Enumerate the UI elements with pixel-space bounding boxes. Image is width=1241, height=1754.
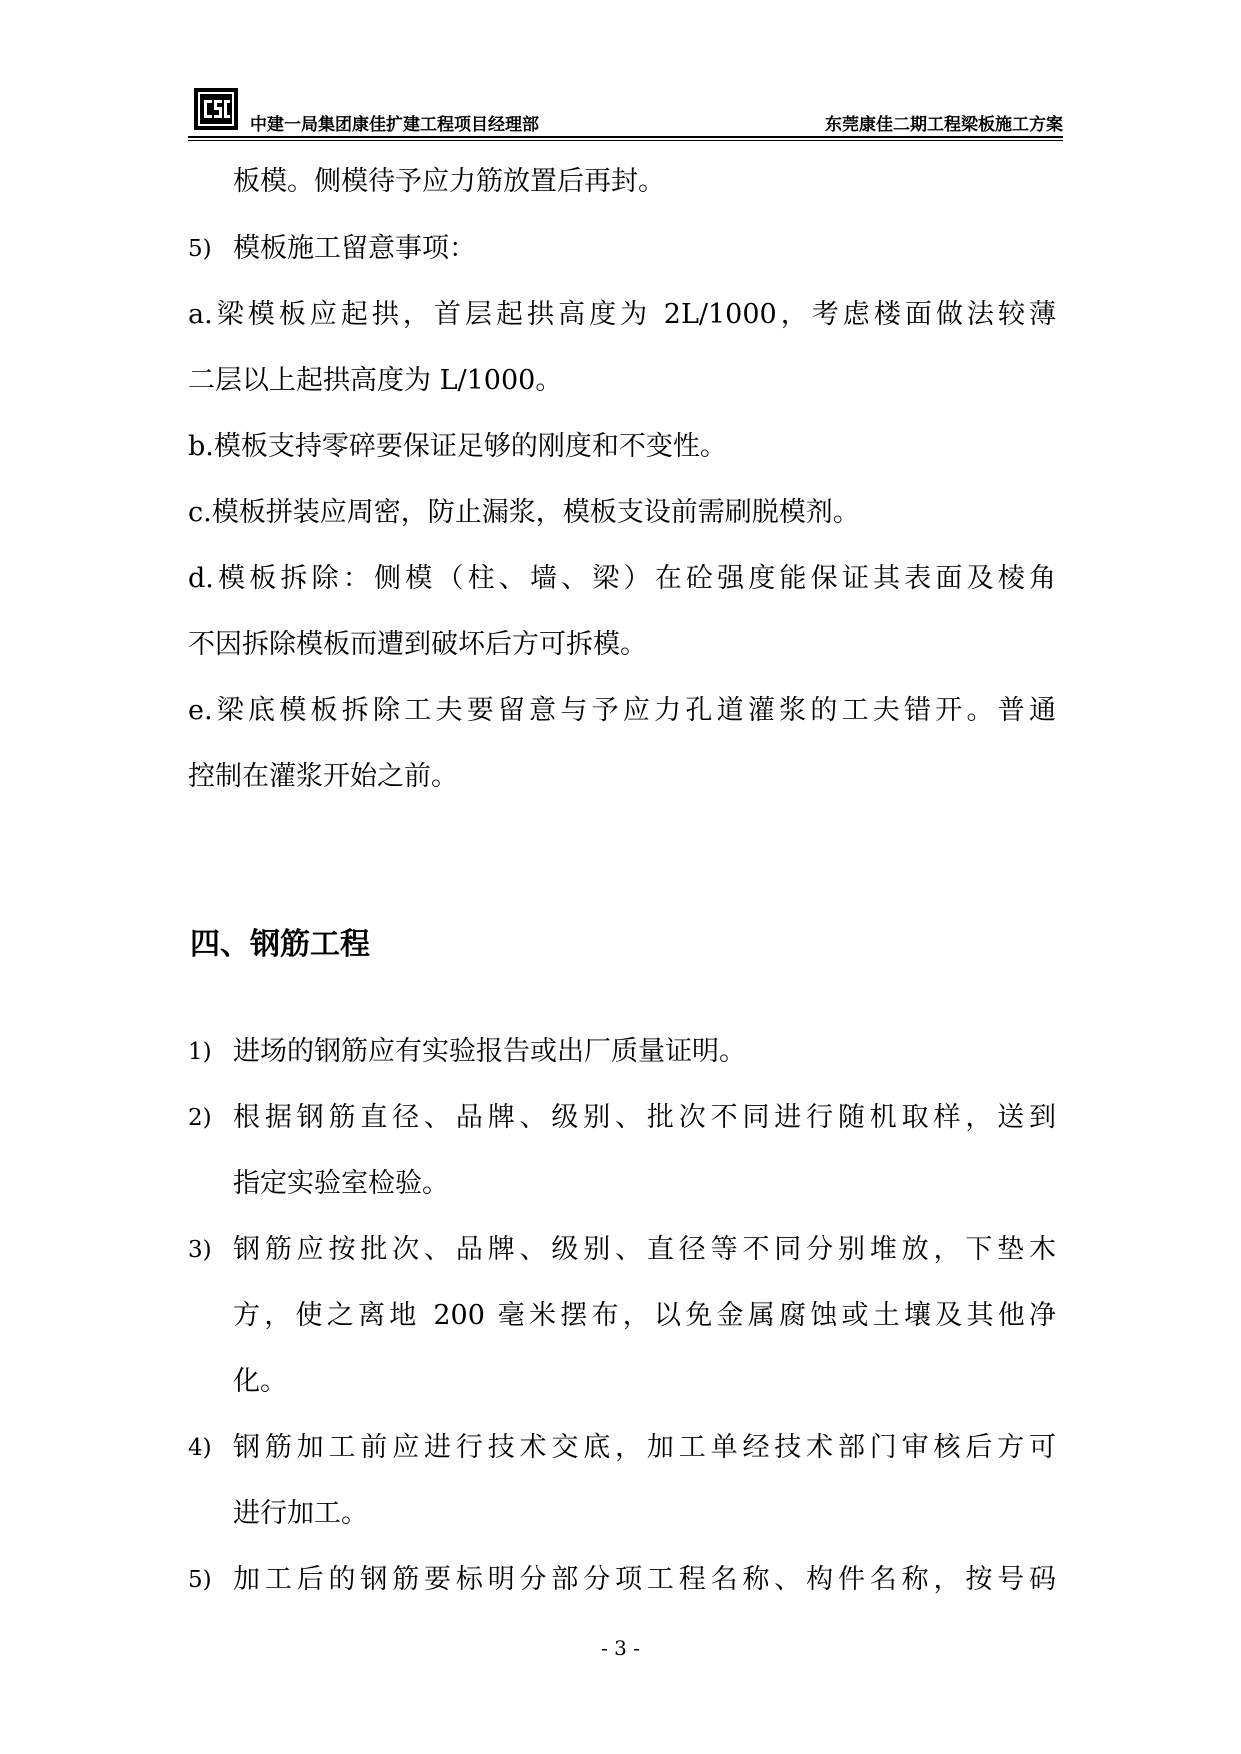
list-number: 2) xyxy=(188,1105,212,1131)
list-item-continuation: 进行加工。 xyxy=(233,1498,368,1529)
paragraph-line: 板模。侧模待予应力筋放置后再封。 xyxy=(233,166,665,197)
section-heading: 四、钢筋工程 xyxy=(190,927,370,962)
cscec-logo-icon xyxy=(194,88,238,130)
list-item-continuation: 指定实验室检验。 xyxy=(233,1168,449,1199)
list-item-continuation: 方，使之离地 200 毫米摆布，以免金属腐蚀或土壤及其他净 xyxy=(233,1300,1056,1331)
paragraph-line: a.梁模板应起拱，首层起拱高度为 2L/1000，考虑楼面做法较薄 xyxy=(188,299,1056,330)
paragraph-line: c.模板拼装应周密，防止漏浆，模板支设前需刷脱模剂。 xyxy=(188,497,860,528)
page-header xyxy=(188,82,1063,136)
list-number: 4) xyxy=(188,1435,212,1461)
list-item: 加工后的钢筋要标明分部分项工程名称、构件名称，按号码 xyxy=(233,1564,1056,1595)
paragraph-line: e.梁底模板拆除工夫要留意与予应力孔道灌浆的工夫错开。普通 xyxy=(188,695,1056,726)
paragraph-line: d.模板拆除：侧模（柱、墙、梁）在砼强度能保证其表面及棱角 xyxy=(188,563,1056,594)
list-item: 模板施工留意事项： xyxy=(233,233,476,264)
header-rule xyxy=(188,136,1063,138)
header-organization: 中建一局集团康佳扩建工程项目经理部 xyxy=(250,115,539,135)
list-number: 1) xyxy=(188,1039,212,1065)
list-number: 5) xyxy=(188,1567,212,1593)
list-item: 进场的钢筋应有实验报告或出厂质量证明。 xyxy=(233,1036,746,1067)
list-number: 5) xyxy=(188,236,212,262)
list-item: 根据钢筋直径、品牌、级别、批次不同进行随机取样，送到 xyxy=(233,1102,1056,1133)
list-item: 钢筋加工前应进行技术交底，加工单经技术部门审核后方可 xyxy=(233,1432,1056,1463)
list-number: 3) xyxy=(188,1237,212,1263)
paragraph-line: 不因拆除模板而遭到破坏后方可拆模。 xyxy=(188,629,647,660)
list-item: 钢筋应按批次、品牌、级别、直径等不同分别堆放，下垫木 xyxy=(233,1234,1056,1265)
header-rule-thin xyxy=(188,140,1063,141)
page-number: - 3 - xyxy=(601,1636,640,1660)
list-item-continuation: 化。 xyxy=(233,1366,287,1397)
header-document-title: 东莞康佳二期工程梁板施工方案 xyxy=(825,115,1063,135)
paragraph-line: b.模板支持零碎要保证足够的刚度和不变性。 xyxy=(188,431,727,462)
paragraph-line: 二层以上起拱高度为 L/1000。 xyxy=(188,365,563,396)
paragraph-line: 控制在灌浆开始之前。 xyxy=(188,761,458,792)
